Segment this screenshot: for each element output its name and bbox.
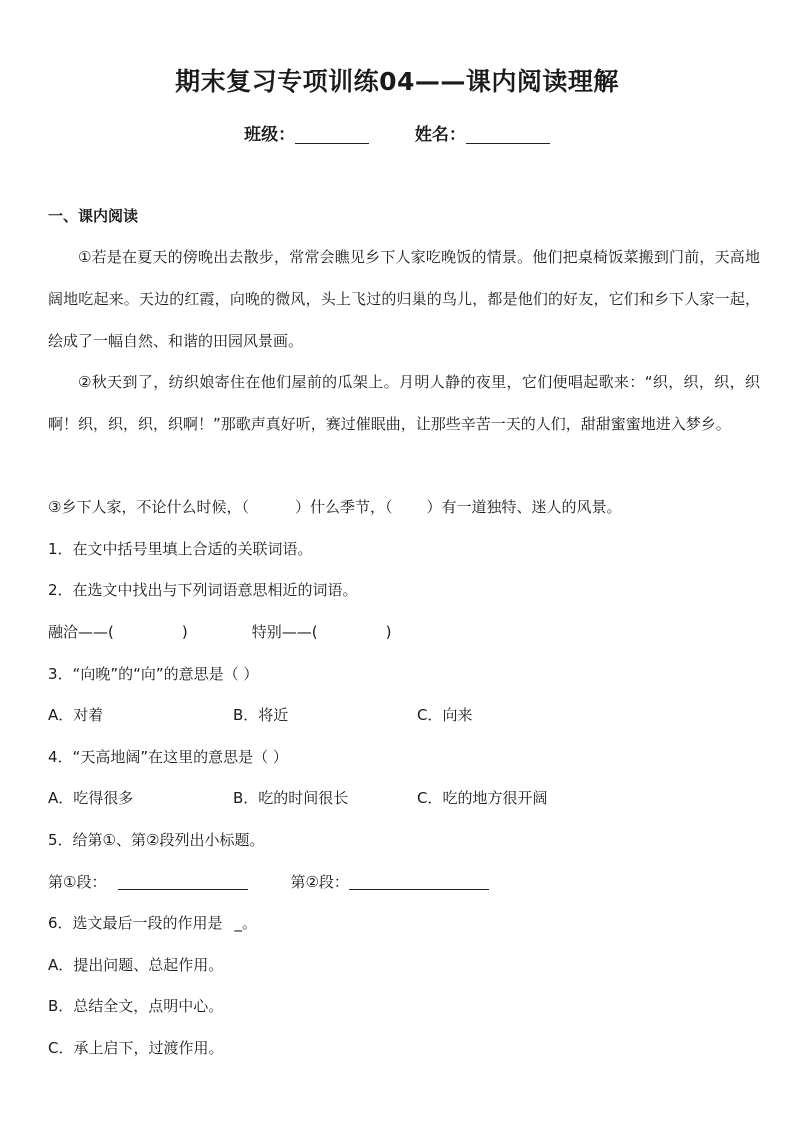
q5-answer-b[interactable] (349, 873, 489, 890)
p3-part-c: ）有一道独特、迷人的风景。 (426, 498, 622, 516)
page-title: 期末复习专项训练04——课内阅读理解 (175, 67, 619, 96)
paragraph-3 (48, 497, 621, 517)
q4-option-c[interactable]: C．吃的地方很开阔 (417, 789, 548, 807)
q2-item-b-close: ) (385, 623, 392, 641)
q6-option-a[interactable]: A．提出问题、总起作用。 (48, 956, 224, 974)
q2-item-a: 融洽——( (48, 623, 114, 641)
p3-part-a: ③乡下人家，不论什么时候，（ (48, 498, 249, 516)
student-info (0, 120, 794, 145)
q2-item-a-close: ) (181, 623, 188, 641)
class-label: 班级： (244, 125, 296, 145)
question-2-items (48, 622, 391, 642)
q5-item-b: 第②段： (290, 873, 349, 891)
class-field[interactable] (295, 125, 369, 144)
name-label: 姓名： (414, 125, 466, 145)
paragraph-1: ①若是在夏天的傍晚出去散步，常常会瞧见乡下人家吃晚饭的情景。他们把桌椅饭菜搬到门前，天高地阔地吃起来。天边的红霞，向晚的微风，头上飞过的归巢的鸟儿，都是他们的好友，它们和乡下人家一起，绘成了一幅自然、和谐的田园风景画。 (48, 248, 760, 350)
q4-option-a[interactable]: A．吃得很多 (48, 789, 134, 807)
q6-option-b[interactable]: B．总结全文，点明中心。 (48, 997, 224, 1015)
name-field[interactable] (466, 125, 550, 144)
q3-option-b[interactable]: B．将近 (233, 706, 289, 724)
q5-item-a: 第①段： (48, 873, 107, 891)
question-4: 4．“天高地阔”在这里的意思是（ ） (48, 748, 288, 766)
q6-text: 6．选文最后一段的作用是 (48, 914, 223, 932)
q3-option-c[interactable]: C．向来 (417, 706, 473, 724)
p3-part-b: ）什么季节，（ (294, 498, 393, 516)
question-1: 1．在文中括号里填上合适的关联词语。 (48, 540, 313, 558)
question-2: 2．在选文中找出与下列词语意思相近的词语。 (48, 581, 358, 599)
q2-item-b: 特别——( (251, 623, 318, 641)
q6-end: _。 (234, 914, 258, 932)
section-heading: 一、课内阅读 (48, 207, 139, 225)
q3-option-a[interactable]: A．对着 (48, 706, 104, 724)
question-6 (48, 913, 257, 933)
q5-answer-a[interactable] (118, 873, 248, 890)
question-3: 3．“向晚”的“向”的意思是（ ） (48, 665, 259, 683)
q6-option-c[interactable]: C．承上启下，过渡作用。 (48, 1039, 224, 1057)
question-5: 5．给第①、第②段列出小标题。 (48, 831, 265, 849)
paragraph-2: ②秋天到了，纺织娘寄住在他们屋前的瓜架上。月明人静的夜里，它们便唱起歌来：“织，织，织，织啊！织，织，织，织啊！”那歌声真好听，赛过催眠曲，让那些辛苦一天的人们，甜甜蜜蜜地进入梦乡。 (48, 373, 760, 433)
q4-option-b[interactable]: B．吃的时间很长 (233, 789, 349, 807)
question-5-items (48, 872, 489, 892)
